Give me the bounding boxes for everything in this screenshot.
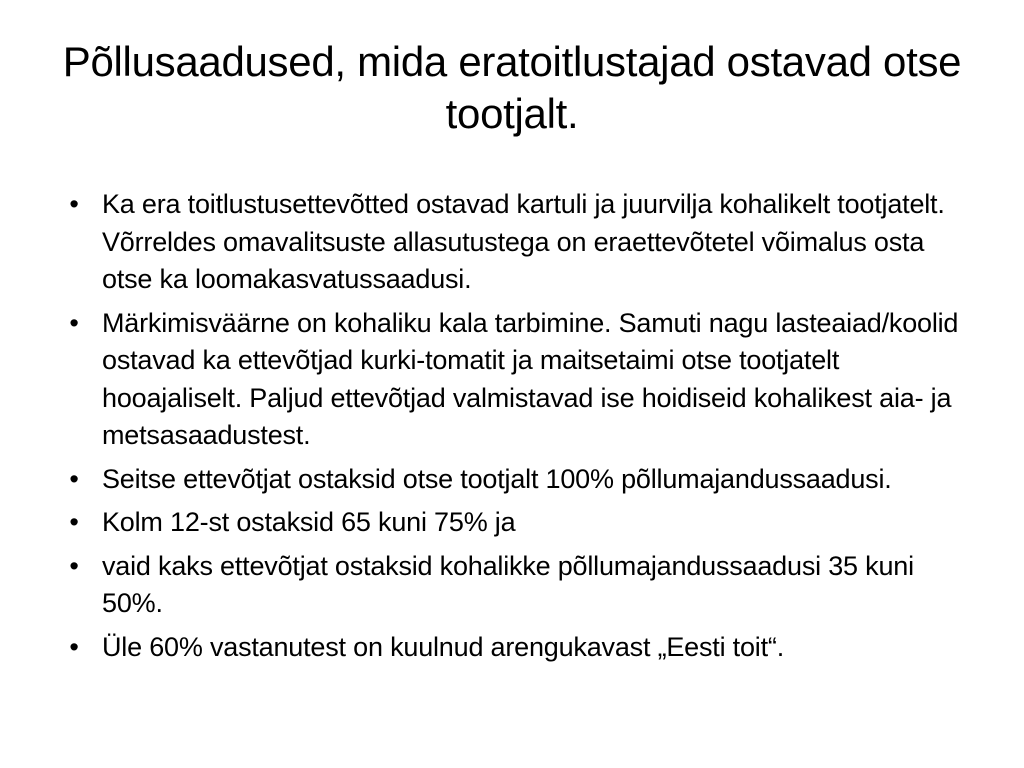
bullet-dot-icon: • — [69, 631, 79, 662]
bullet-dot-icon: • — [69, 463, 79, 494]
bullet-text: Märkimisväärne on kohaliku kala tarbimine. Samuti nagu lasteaiad/koolid ostavad ka ettevõtjad kurki-tomatit ja maitsetaimi otse tootjatelt hooajaliselt. Paljud ettevõtjad valmistavad ise hoidiseid kohalikest aia- ja metsasaadustest. — [102, 307, 959, 450]
bullet-dot-icon: • — [69, 189, 79, 219]
slide-title: Põllusaadused, mida eratoitlustajad ostavad otse tootjalt. — [62, 38, 962, 137]
bullet-item — [60, 305, 970, 455]
bullet-text: Üle 60% vastanutest on kuulnud arengukavast „Eesti toit“. — [102, 631, 784, 662]
bullet-item — [60, 186, 970, 299]
bullet-item — [60, 461, 970, 499]
bullet-text: Ka era toitlustusettevõtted ostavad kartuli ja juurvilja kohalikelt tootjatelt. Võrreldes omavalitsuste allasutustega on eraettevõtetel võimalus osta otse ka loomakasvatussaadusi. — [102, 189, 945, 294]
bullet-item — [60, 548, 970, 623]
bullet-text: Kolm 12-st ostaksid 65 kuni 75% ja — [102, 507, 516, 537]
bullet-list — [60, 186, 970, 672]
bullet-text: vaid kaks ettevõtjat ostaksid kohalikke põllumajandussaadusi 35 kuni 50%. — [102, 550, 914, 618]
bullet-item — [60, 504, 970, 542]
bullet-dot-icon: • — [69, 507, 79, 537]
bullet-item — [60, 629, 970, 667]
bullet-dot-icon: • — [69, 307, 79, 338]
bullet-dot-icon: • — [69, 550, 79, 581]
bullet-text: Seitse ettevõtjat ostaksid otse tootjalt 100% põllumajandussaadusi. — [102, 463, 892, 494]
